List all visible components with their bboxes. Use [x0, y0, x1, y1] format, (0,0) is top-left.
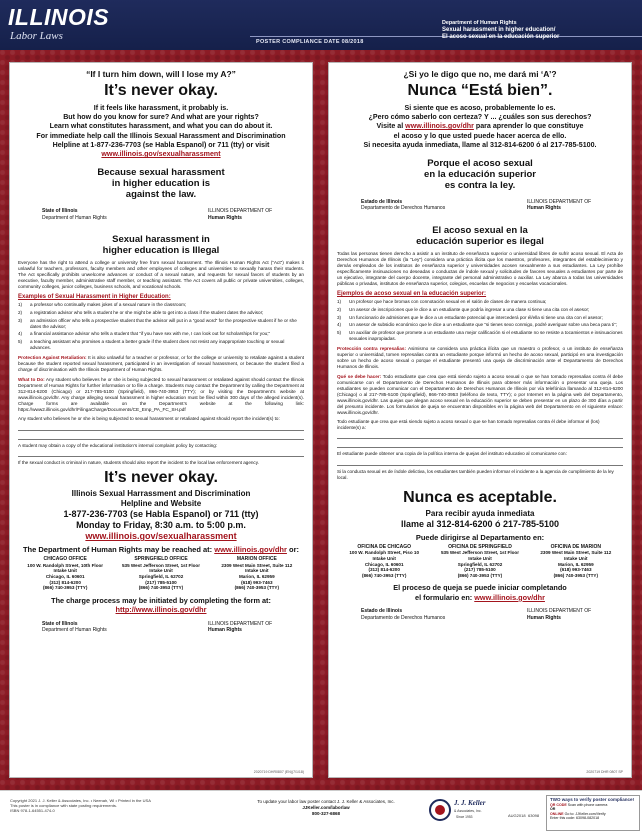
fill-line — [337, 459, 623, 466]
header-titles — [442, 20, 632, 41]
fill-line — [337, 441, 623, 448]
intro-line: Helpline at 1-877-236-7703 (se Habla Espanol) or 711 (tty) or visit — [52, 140, 270, 149]
list-item: 5) a teaching assistant who promises a student a better grade if the student does not resist any inappropriate touching or sexual advances. — [18, 339, 285, 350]
charge-link-es[interactable]: www.illinois.gov/dhr — [474, 592, 545, 602]
helpline-en: Illinois Sexual Harrassment and Discrimination Helpline and Website — [71, 489, 251, 509]
sig-dept: Department of Human Rights — [42, 214, 107, 221]
keller-logo-icon — [428, 798, 452, 822]
because-line: against the law. — [125, 189, 197, 201]
illegal-heading-en — [18, 234, 304, 256]
because-line: in higher education is — [111, 178, 211, 190]
office-springfield: SPRINGFIELD OFFICE 535 West Jefferson Street, 1st Floor Intake Unit Springfield, IL 62702 (217) 785-5100 (866) 740-3953 (TTY) — [121, 556, 201, 591]
offices-es — [337, 545, 623, 579]
fill-line — [18, 424, 304, 431]
list-item: 4) Un asesor de subsidio económico que le dice a un estudiante que “si tienes sexo conmigo, podré averiguar sobre una beca para ti”; — [337, 322, 617, 328]
charge-es: El proceso de queja se puede iniciar completando el formulario en: www.illinois.gov/dhr — [393, 583, 567, 602]
phone-en: 1-877-236-7703 (se Habla Espanol) or 711 (tty) — [63, 509, 259, 520]
headline-en: It’s never okay. — [104, 82, 218, 99]
state-title: ILLINOIS — [8, 4, 110, 30]
fill-line — [337, 432, 623, 439]
body-en: Everyone has the right to attend a college or university free from sexual harassment. The Illinois Human Rights Act (“Act”) makes it unlawful for teachers, professors, faculty members and other employees of colleges and universities to sexually harass their students. The Act specifically prohibits unwelcome advances or conduct of a sexual nature, and requests for sexual favors of students by an executive, faculty member, administrative staff member, or teaching assistant. The Act covers all public or private universities, colleges, community colleges, junior colleges, business schools, and vocational schools. — [18, 260, 304, 290]
illegal-heading-es: El acoso sexual en la educación superior es ilegal — [416, 225, 544, 248]
footer-date: AUG2018 — [508, 813, 526, 818]
intro-en — [18, 104, 304, 159]
sig-state: State of Illinois — [42, 208, 78, 215]
list-item: 4) a financial assistance advisor who tells a student that “if you have sex with me, I can look out for scholarships for you;” — [18, 331, 271, 337]
header-agency: Department of Human Rights — [442, 20, 517, 26]
dhr-link[interactable]: www.illinois.gov/dhr — [214, 545, 287, 555]
compliance-date: POSTER COMPLIANCE DATE 08/2018 — [256, 39, 364, 45]
copy-es: El estudiante puede obtener una copia de la política interna de quejas del instituto educativo al comunicarse con: — [337, 451, 567, 457]
sig-hr: Human Rights — [208, 214, 242, 221]
intro-line: If it feels like harassment, it probably is. — [93, 104, 229, 112]
retaliation-es: Protección contra represalias: Asimismo se considera una práctica ilícita que un maestro o profesor, o un instituto de enseñanza superior o universidad, tomen represalias contra un estudiante porque informó un hecho de acoso sexual, participó en una investigación sobre un hecho de acoso sexual o porque el estudiante presentó una queja de discriminación ante el Departamento de Derechos Humanos de Illinois. — [337, 345, 624, 369]
question-en: “If I turn him down, will I lose my A?” — [86, 69, 236, 79]
list-item: 2) a registration advisor who tells a student he or she might be able to get into a class if the student dates the advisor; — [18, 310, 264, 316]
fill-line — [18, 450, 304, 457]
intro-line: Learn what constitutes harassment, and what you can do about it. — [49, 122, 273, 131]
fill-line — [18, 433, 304, 440]
signature-block-es: Estado de Illinois Departamento de Derechos Humanos ILLINOIS DEPARTMENT OF Human Rights — [361, 199, 592, 212]
english-panel — [9, 62, 313, 778]
body-es: Todas las personas tienen derecho a asistir a un instituto de enseñanza superior o universidad libres de sufrir acoso sexual. El Acta de Derechos Humanos de Illinois (la “Ley”) considera una práctica ilícita que los maestros, profesores, integrantes del establecimiento y demás empleados de los institutos de enseñanza superior y universidades acosen sexualmente a sus estudiantes. La Ley prohíbe específicamente insinuaciones no deseadas o conductas de índole sexual y solicitudes de favores sexuales a estudiantes por parte de un ejecutivo, integrante del cuerpo docente, integrante del personal administrativo o auxiliar. La Ley abarca a todas las universidades públicas o privadas, institutos de enseñanza superior, colegios, escuelas de negocios y escuelas vocacionales. — [337, 251, 623, 287]
list-item: 1) Un profesor que hace bromas con connotación sexual en el salón de clases de manera continua; — [337, 299, 547, 305]
office-marion-es: OFICINA DE MARION 2309 West Main Street, Suite 112 Intake Unit Marion, IL 62959 (618) 993-7463 (866) 740-3953 (TTY) — [540, 543, 612, 578]
reach-es: Puede dirigirse al Departamento en: — [415, 532, 545, 542]
criminal-en: If the sexual conduct is criminal in nature, students should also report the incident to the local law enforcement agency. — [18, 460, 259, 466]
identify-en: Any student who believes he or she is being subjected to sexual harassment or retaliated against should report the incident(s) to: — [18, 415, 280, 421]
verify-box: TWO ways to verify poster compliance! QR CODE Scan with phone camera OR ONLINE Go to: JJKeller.com/Verify Enter this code: 63098-082018 — [546, 795, 640, 831]
signature-block-en-2: State of Illinois Department of Human Rights ILLINOIS DEPARTMENT OF Human Rights — [42, 620, 273, 634]
intro-line: For immediate help call the Illinois Sexual Harassment and Discrimination — [36, 131, 286, 140]
help-es-1: Para recibir ayuda inmediata — [425, 508, 535, 518]
offices-en — [18, 557, 304, 591]
help-es-2: llame al 312-814-6200 ó 217-785-5100 — [400, 518, 560, 529]
what-to-do-es: Qué se debe hacer: Todo estudiante que crea que está siendo sujeto a acoso sexual o que se han tomado represalias contra él debe comunicarse con el Departamento de Derechos Humanos de Illinois para obtener más información o presentar una queja. Los estudiantes se pueden comunicar con el Departamento de Derechos Humanos de Illinois por vía telefónica llamando al 312-814-6200 (Chicago) o al 217-785-5100 (Springfield), 866-740-3953 (teléfono de texto, TTY); o por Internet en la página web del Departamento, www.illinois.gov/dhr. Las quejas que alegan acoso sexual en la educación superior se deben presentar en un plazo de 300 días a partir del presunto incidente. Los formularios de queja se encuentran disponibles en la página web del Departamento en el siguiente enlace: www.illinois.gov/dhr. — [337, 373, 624, 415]
charge-en: The charge process may be initiated by completing the form at: http://www.illinois.gov/dhr — [51, 595, 271, 615]
list-item: 3) an admission officer who tells a prospective student that the advisor will put in a “good word” for the prospective student if he or she dates the advisor; — [18, 317, 297, 329]
because-heading-es: Porque el acoso sexual en la educación superior es contra la ley. — [424, 158, 536, 192]
list-item: 2) Un asesor de inscripciones que le dice a un estudiante que podría ingresar a una clase si tiene una cita con el asesor; — [337, 306, 590, 312]
because-line: Because sexual harassment — [97, 167, 225, 179]
identify-es: Todo estudiante que crea que está siendo sujeto a acoso sexual o que se han tomado represalias contra él debe informar el (los) incidente(s) a: — [337, 418, 600, 430]
poster-footer — [0, 790, 642, 834]
headline2-en: It’s never okay. — [104, 469, 218, 487]
signature-block-es-2: Estado de Illinois Departamento de Derechos Humanos ILLINOIS DEPARTMENT OF Human Rights — [361, 608, 592, 621]
list-item: 3) Un funcionario de admisiones que le dice a un estudiante potencial que intercederá por él/ella si tiene una cita con el asesor; — [337, 314, 603, 320]
charge-link[interactable]: http://www.illinois.gov/dhr — [115, 605, 207, 615]
form-code-en: 2020719 DHR0807 (EN)(7/1/18) — [253, 770, 304, 774]
labor-laws-subtitle: Labor Laws — [10, 30, 63, 42]
examples-title-es: Ejemplos de acoso sexual en la educación superior: — [337, 291, 487, 298]
sig-il: ILLINOIS DEPARTMENT OF — [208, 208, 273, 215]
because-heading-en — [18, 167, 304, 200]
examples-title-en: Examples of Sexual Harassment in Higher Education: — [18, 294, 171, 301]
illegal-line: higher education is Illegal — [102, 245, 220, 257]
headline-es: Nunca “Está bien”. — [407, 82, 553, 99]
signature-block-en — [18, 208, 304, 230]
footer-update: To update your labor law poster contact J. J. Keller & Associates, Inc. JJKeller.com/laborlaw 800-327-6868 — [246, 799, 406, 817]
sexual-harassment-link[interactable]: www.illinois.gov/sexualharassment — [101, 150, 221, 159]
headline2-es: Nunca es aceptable. — [403, 488, 557, 506]
hours-en: Monday to Friday, 8:30 a.m. to 5:00 p.m. — [76, 520, 246, 531]
header-title-es: El acoso sexual en la educación superior — [442, 34, 560, 40]
office-springfield-es: OFICINA DE SPRINGFIELD 535 West Jefferson Street, 1st Floor Intake Unit Springfield, IL 62702 (217) 785-5100 (866) 740-3953 (TTY) — [440, 543, 520, 578]
criminal-es: Si la conducta sexual es de índole delictiva, los estudiantes también pueden informar el incidente a la agencia de cumplimiento de la ley local. — [337, 469, 614, 480]
footer-num: 63098 — [528, 813, 540, 818]
intro-line: But how do you know for sure? And what are your rights? — [63, 113, 259, 122]
intro-es: Si siente que es acoso, probablemente lo es. ¿Pero cómo saberlo con certeza? Y ... ¿cuáles son sus derechos? Visite al www.illinois.gov/dhr para aprender lo que constituye el acoso y lo que usted puede hacer acerca de ello. Si necesita ayuda inmediata, llame al 312-814-6200 ó al 217-785-5100. — [363, 104, 597, 149]
office-chicago: CHICAGO OFFICE 100 W. Randolph Street, 10th Floor Intake Unit Chicago, IL 60601 (312) 814-6200 (866) 740-3953 (TTY) — [27, 556, 104, 591]
spanish-panel — [328, 62, 632, 778]
sexual-harassment-link-2[interactable]: www.illinois.gov/sexualharassment — [85, 531, 237, 542]
jjkeller-link[interactable]: JJKeller.com/laborlaw — [302, 805, 350, 810]
list-item: 5) Un auxiliar de profesor que promete a un estudiante una mejor calificación si el estudiante no se resiste a tocamientos e insinuaciones sexuales inapropiadas. — [337, 330, 623, 341]
question-es: ¿Si yo le digo que no, me dará mi ‘A’? — [403, 69, 557, 79]
dhr-link-es[interactable]: www.illinois.gov/dhr — [405, 122, 474, 131]
what-to-do-en: What to Do: Any student who believes he or she is being subjected to sexual harassment or retaliated against should contact the Illinois Department of Human Rights for further information or to file a charge. Students may contact the Department by calling the Department at 312-814-6200 (Chicago) or 217-785-5100 (Springfield), 866-740-3953 (TTY); or by visiting the Department’s website at www.illinois.gov/dhr. Any charge alleging sexual harassment in higher education must be filed within 300 days of the alleged incident(s). Charge forms are available on the Department’s website at the following link: https://www2.illinois.gov/dhr/FilingaCharge/Documents/CE_Emp_PA_FC_SH.pdf — [18, 376, 304, 412]
footer-copyright: Copyright 2021 J. J. Keller & Associates, Inc. • Neenah, WI • Printed in the USA This poster is in compliance with state posting requirements. ISBN 978-1-64551-474-0 — [10, 798, 151, 814]
poster-header — [0, 0, 642, 50]
list-item: 1) a professor who continually makes jokes of a sexual nature in the classroom; — [18, 302, 187, 308]
header-title-en: Sexual harassment in higher education/ — [442, 27, 556, 33]
office-marion: MARION OFFICE 2309 West Main Street, Suite 112 Intake Unit Marion, IL 62959 (618) 993-7463 (866) 740-3953 (TTY) — [221, 556, 293, 591]
reach-en: The Department of Human Rights may be reached at: www.illinois.gov/dhr or: — [22, 545, 300, 555]
retaliation-en: Protection Against Retaliation: It is also unlawful for a teacher or professor, or for the college or university to retaliate against a student because the student reported sexual harassment, participated in an investigation of sexual harassment, or because the student filed a charge of discrimination with the Illinois Department of Human Rights. — [18, 354, 305, 372]
jjkeller-logo: J. J. Keller & Associates, Inc. Since 1953 — [426, 795, 496, 825]
form-code-es: 2020719 DHR 0807 SP — [586, 770, 623, 774]
copy-en: A student may obtain a copy of the educational institution’s internal complaint policy by contacting: — [18, 442, 218, 448]
office-chicago-es: OFICINA DE CHICAGO 100 W. Randolph Street, Piso 10 Intake Unit Chicago, IL 60601 (312) 814-6200 (866) 740-3953 (TTY) — [349, 543, 420, 578]
illegal-line: Sexual harassment in — [112, 234, 210, 246]
